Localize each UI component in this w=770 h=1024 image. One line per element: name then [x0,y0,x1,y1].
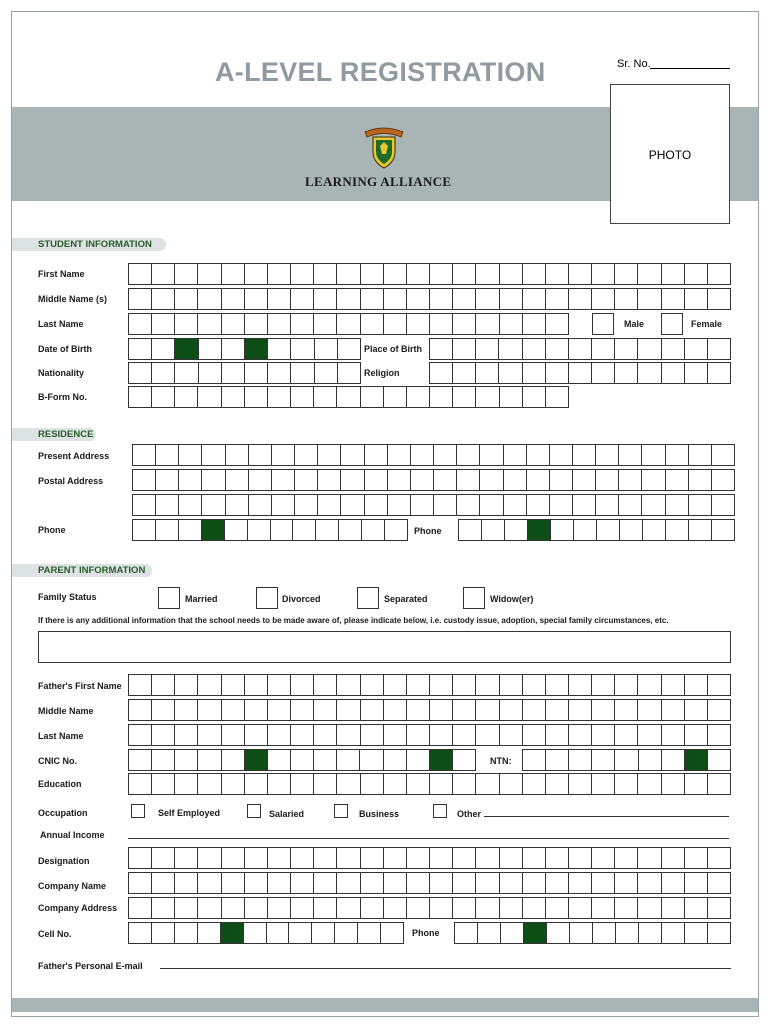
place-of-birth-field[interactable] [429,338,731,360]
present-address-label: Present Address [38,451,110,461]
postal-address-field-line-2[interactable] [132,494,735,516]
widow-label: Widow(er) [490,594,534,604]
religion-label: Religion [364,368,400,378]
married-label: Married [185,594,218,604]
cnic-field[interactable] [128,749,476,771]
phone-label: Phone [38,525,66,535]
divorced-label: Divorced [282,594,321,604]
photo-box[interactable] [610,84,730,224]
widow-checkbox[interactable] [463,587,485,609]
additional-info-note: If there is any additional information that the school needs to be made aware of, please indicate below, i.e. custody issue, adoption, special family circumstances, etc. [38,616,669,625]
married-checkbox[interactable] [158,587,180,609]
father-middle-name-label: Middle Name [38,706,94,716]
father-last-name-label: Last Name [38,731,84,741]
present-address-field[interactable] [132,444,735,466]
cell-no-field[interactable] [128,922,404,944]
occupation-label: Occupation [38,808,88,818]
first-name-label: First Name [38,269,85,279]
annual-income-field[interactable] [128,838,729,839]
organization-name: LEARNING ALLIANCE [305,174,452,189]
bform-field[interactable] [128,386,569,408]
cell-no-label: Cell No. [38,929,72,939]
section-residence: RESIDENCE [12,428,96,441]
female-label: Female [691,319,723,329]
designation-label: Designation [38,856,90,866]
father-email-field[interactable] [160,968,731,969]
middle-name-field[interactable] [128,288,731,310]
father-last-name-field[interactable] [128,724,731,746]
place-of-birth-label: Place of Birth [364,344,423,354]
postal-address-label: Postal Address [38,476,104,486]
dob-field[interactable] [128,338,361,360]
last-name-field[interactable] [128,313,569,335]
father-email-label: Father's Personal E-mail [38,961,143,971]
ntn-label: NTN: [490,756,512,766]
father-first-name-field[interactable] [128,674,731,696]
business-label: Business [359,809,400,819]
designation-field[interactable] [128,847,731,869]
self-employed-label: Self Employed [158,808,221,818]
form-title: A-LEVEL REGISTRATION [215,57,546,87]
phone-field[interactable] [132,519,408,541]
sr-no-field[interactable] [650,68,730,69]
phone-2-label: Phone [414,526,442,536]
other-checkbox[interactable] [433,804,447,818]
separated-checkbox[interactable] [357,587,379,609]
first-name-field[interactable] [128,263,731,285]
male-label: Male [624,319,645,329]
other-label: Other [457,809,482,819]
other-field[interactable] [484,816,729,817]
father-middle-name-field[interactable] [128,699,731,721]
separated-label: Separated [384,594,428,604]
cnic-label: CNIC No. [38,756,77,766]
religion-field[interactable] [429,362,731,384]
bform-label: B-Form No. [38,392,87,402]
sr-no-label: Sr. No. [617,58,651,70]
company-address-label: Company Address [38,903,118,913]
father-phone-field[interactable] [454,922,731,944]
nationality-label: Nationality [38,368,85,378]
salaried-label: Salaried [269,809,305,819]
business-checkbox[interactable] [334,804,348,818]
company-name-label: Company Name [38,881,107,891]
dob-label: Date of Birth [38,344,92,354]
phone-2-field[interactable] [458,519,735,541]
self-employed-checkbox[interactable] [131,804,145,818]
ntn-field[interactable] [522,749,731,771]
photo-label: PHOTO [648,148,692,162]
salaried-checkbox[interactable] [247,804,261,818]
annual-income-label: Annual Income [40,830,105,840]
middle-name-label: Middle Name (s) [38,294,108,304]
female-checkbox[interactable] [661,313,683,335]
last-name-label: Last Name [38,319,84,329]
section-student-information: STUDENT INFORMATION [12,238,166,251]
nationality-field[interactable] [128,362,361,384]
family-status-label: Family Status [38,592,97,602]
additional-info-field[interactable] [38,631,731,663]
father-first-name-label: Father's First Name [38,681,122,691]
education-field[interactable] [128,773,731,795]
male-checkbox[interactable] [592,313,614,335]
footer-band [12,998,758,1012]
company-name-field[interactable] [128,872,731,894]
school-crest-icon [361,124,407,170]
company-address-field[interactable] [128,897,731,919]
father-phone-label: Phone [412,928,440,938]
postal-address-field[interactable] [132,469,735,491]
education-label: Education [38,779,82,789]
section-parent-information: PARENT INFORMATION [12,564,152,577]
divorced-checkbox[interactable] [256,587,278,609]
